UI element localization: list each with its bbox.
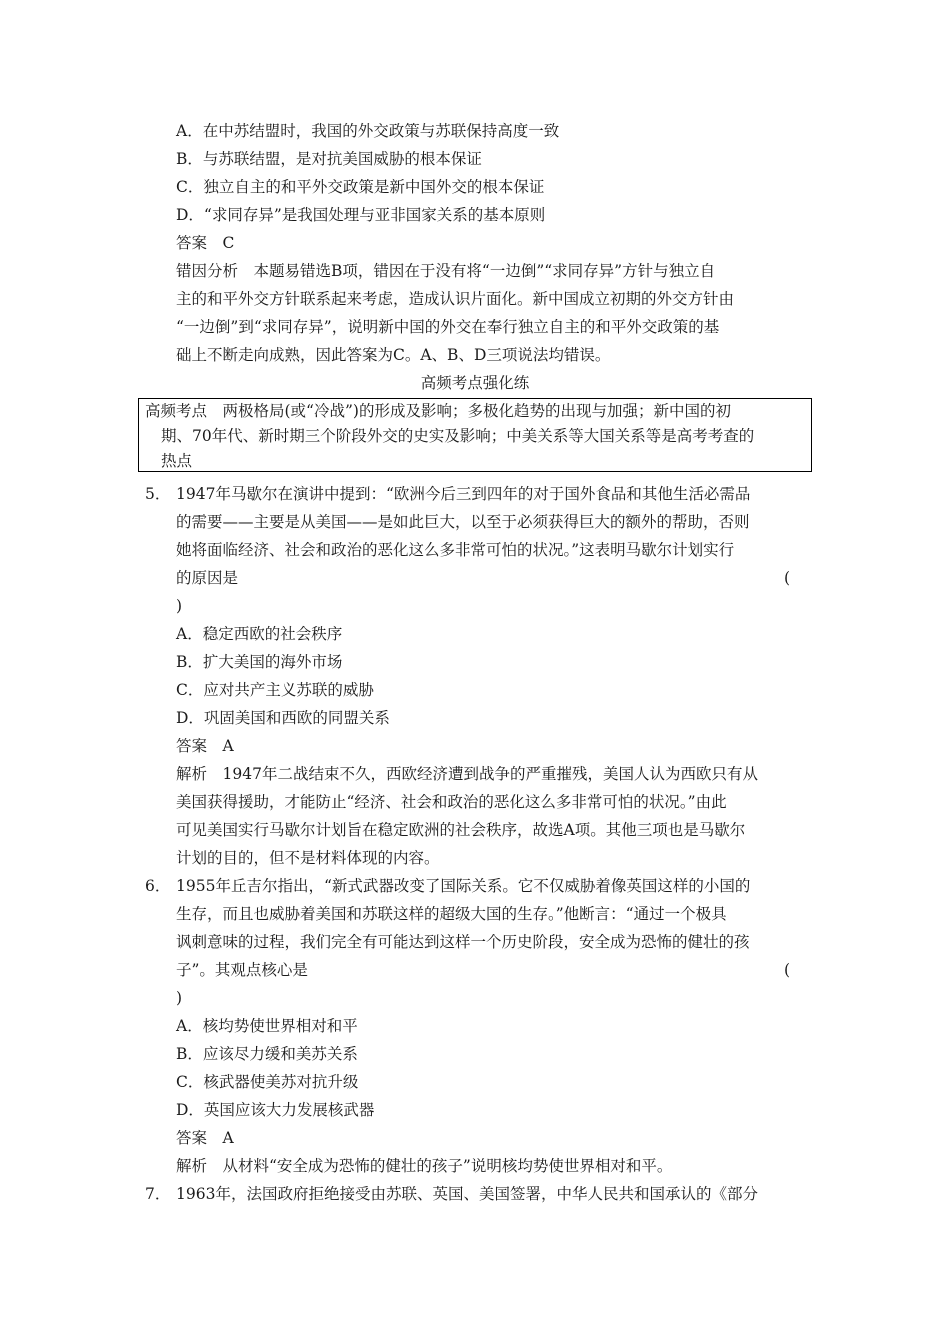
option-c: C．独立自主的和平外交政策是新中国外交的根本保证	[176, 178, 545, 196]
key-point-box	[138, 398, 812, 472]
answer: 答案 A	[176, 737, 234, 755]
answer-paren-close: )	[176, 989, 183, 1007]
option-d: D．巩固美国和西欧的同盟关系	[176, 709, 390, 727]
answer-paren-open: (	[784, 569, 791, 587]
option-d: D．“求同存异”是我国处理与亚非国家关系的基本原则	[176, 206, 546, 224]
analysis-line: 主的和平外交方针联系起来考虑，造成认识片面化。新中国成立初期的外交方针由	[176, 290, 735, 308]
box-line: 热点	[161, 452, 193, 470]
section-title: 高频考点强化练	[420, 374, 530, 392]
option-b: B．与苏联结盟，是对抗美国威胁的根本保证	[176, 150, 482, 168]
question-text: 的原因是	[176, 569, 239, 587]
option-a: A．稳定西欧的社会秩序	[176, 625, 343, 643]
question-text: 1947年马歇尔在演讲中提到：“欧洲今后三到四年的对于国外食品和其他生活必需品	[176, 485, 751, 503]
question-text: 生存，而且也威胁着美国和苏联这样的超级大国的生存。”他断言：“通过一个极具	[176, 905, 727, 923]
box-line: 高频考点 两极格局(或“冷战”)的形成及影响；多极化趋势的出现与加强；新中国的初	[145, 402, 731, 420]
answer: 答案 A	[176, 1129, 234, 1147]
answer-paren-open: (	[784, 961, 791, 979]
answer-paren-close: )	[176, 597, 183, 615]
question-number: 7．	[145, 1185, 171, 1203]
option-c: C．核武器使美苏对抗升级	[176, 1073, 359, 1091]
analysis-line: 可见美国实行马歇尔计划旨在稳定欧洲的社会秩序，故选A项。其他三项也是马歇尔	[176, 821, 746, 839]
question-text: 1955年丘吉尔指出，“新式武器改变了国际关系。它不仅威胁着像英国这样的小国的	[176, 877, 751, 895]
option-b: B．扩大美国的海外市场	[176, 653, 343, 671]
analysis-line: 计划的目的，但不是材料体现的内容。	[176, 849, 440, 867]
analysis-line: 错因分析 本题易错选B项，错因在于没有将“一边倒”“求同存异”方针与独立自	[176, 262, 716, 280]
question-text: 1963年，法国政府拒绝接受由苏联、英国、美国签署，中华人民共和国承认的《部分	[176, 1185, 758, 1203]
question-text: 的需要——主要是从美国——是如此巨大，以至于必须获得巨大的额外的帮助，否则	[176, 513, 750, 531]
question-text: 她将面临经济、社会和政治的恶化这么多非常可怕的状况。”这表明马歇尔计划实行	[176, 541, 735, 559]
option-b: B．应该尽力缓和美苏关系	[176, 1045, 358, 1063]
answer: 答案 C	[176, 234, 235, 252]
option-d: D．英国应该大力发展核武器	[176, 1101, 375, 1119]
question-number: 6．	[145, 877, 171, 895]
analysis-line: 础上不断走向成熟，因此答案为C。A、B、D三项说法均错误。	[176, 346, 611, 364]
option-a: A．在中苏结盟时，我国的外交政策与苏联保持高度一致	[176, 122, 560, 140]
option-c: C．应对共产主义苏联的威胁	[176, 681, 374, 699]
option-a: A．核均势使世界相对和平	[176, 1017, 358, 1035]
analysis-line: “一边倒”到“求同存异”，说明新中国的外交在奉行独立自主的和平外交政策的基	[176, 318, 720, 336]
analysis-line: 美国获得援助，才能防止“经济、社会和政治的恶化这么多非常可怕的状况。”由此	[176, 793, 727, 811]
box-line: 期、70年代、新时期三个阶段外交的史实及影响；中美关系等大国关系等是高考考查的	[161, 427, 755, 445]
question-number: 5．	[145, 485, 171, 503]
analysis-line: 解析 1947年二战结束不久，西欧经济遭到战争的严重摧残，美国人认为西欧只有从	[176, 765, 758, 783]
question-text: 讽刺意味的过程，我们完全有可能达到这样一个历史阶段，安全成为恐怖的健壮的孩	[176, 933, 750, 951]
question-text: 子”。其观点核心是	[176, 961, 308, 979]
analysis-line: 解析 从材料“安全成为恐怖的健壮的孩子”说明核均势使世界相对和平。	[176, 1157, 673, 1175]
